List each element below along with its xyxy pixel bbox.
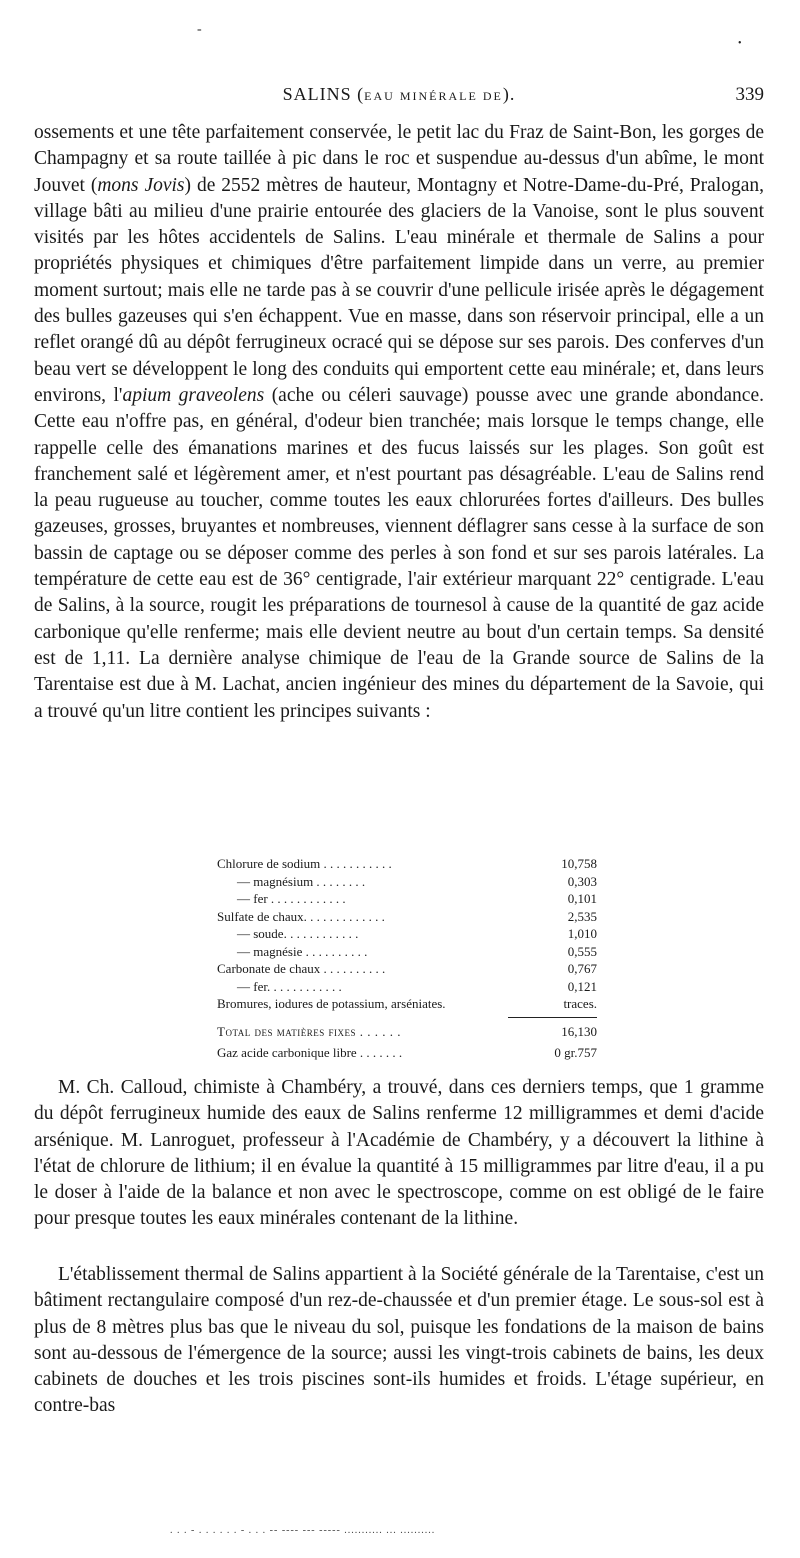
row-label: Sulfate de chaux. . . . . . . . . . . . . xyxy=(217,908,385,924)
sum-rule xyxy=(508,1017,597,1018)
row-label: Carbonate de chaux . . . . . . . . . . xyxy=(217,961,386,976)
gas-value: 0 gr.757 xyxy=(554,1045,597,1060)
italic-apium-graveolens: apium graveolens xyxy=(122,384,265,406)
paragraph-3: L'établissement thermal de Salins appartient à la Société générale de la Tarentaise, c'est un bâtiment rectangulaire composé d'un rez-de-chaussée et d'un premier étage. Le sous-sol est à plus de 8 mètres plus bas que le niveau du sol, puisque les fondations de la maison de bains sont au-dessous de l'émergence de la source; aussi les vingt-trois cabinets de bains, les deux cabinets de douches et les trois piscines sont-ils humides et froids. L'étage supérieur, en contre-bas xyxy=(34,1264,764,1417)
table-gas-row xyxy=(217,1044,597,1062)
paragraph-1: ossements et une tête parfaitement conservée, le petit lac du Fraz de Saint-Bon, les gorges de Champagny et sa route taillée à pic dans le roc et suspendue au-dessus d'un abîme, le mont Jouvet (mons Jovis) de 2552 mètres de hauteur, Montagny et Notre-Dame-du-Pré, Pralogan, village bâti au milieu d'une prairie entourée des glaciers de la Vanoise, sont le plus souvent visités par les hôtes accidentels de Salins. L'eau minérale et thermale de Salins a pour propriétés physiques et chimiques d'être parfaitement limpide dans un verre, au premier moment surtout; mais elle ne tarde pas à se couvrir d'une pellicule irisée après le dégagement des bulles gazeuses qui s'en échappent. Vue en masse, dans son réservoir principal, elle a un reflet orangé dû au dépôt ferrugineux ocracé qui se dépose sur ses parois. Des conferves d'un beau vert se développent le long des conduits qui emportent cette eau minérale; et, dans leurs environs, l'apium graveolens (ache ou céleri sauvage) pousse avec une grande abondance. Cette eau n'offre pas, en général, d'odeur bien tranchée; mais lorsque le temps change, elle rappelle celle des émanations marines et des fucus laissés sur les plages. Son goût est franchement salé et légèrement amer, et n'est pourtant pas désagréable. L'eau de Salins rend la peau rugueuse au toucher, comme toutes les eaux chlorurées fortes d'ailleurs. Des bulles gazeuses, grosses, bruyantes et nombreuses, viennent déflagrer sans cesse à la surface de son bassin de captage ou se déposer comme des perles à son fond et sur ses parois latérales. La température de cette eau est de 36° centigrade, l'air extérieur marquant 22° centigrade. L'eau de Salins, à la source, rougit les préparations de tournesol à cause de la quantité de gaz acide carbonique qu'elle renferme; mais elle devient neutre au bout d'un certain temps. Sa densité est de 1,11. La dernière analyse chimique de l'eau de la Grande source de Salins de la Tarentaise est due à M. Lachat, ancien ingénieur des mines du département de la Savoie, qui a trouvé qu'un litre contient les principes suivants : xyxy=(34,122,764,722)
corner-mark: • xyxy=(738,38,742,49)
top-mark: - xyxy=(197,22,202,37)
row-label: Chlorure de sodium . . . . . . . . . . . xyxy=(217,856,392,871)
gas-label: Gaz acide carbonique libre . . . . . . . xyxy=(217,1045,403,1060)
row-label: — magnésium . . . . . . . . xyxy=(237,873,366,889)
table-row xyxy=(217,960,597,978)
row-value: 0,121 xyxy=(567,978,597,994)
page-number: 339 xyxy=(735,84,764,105)
row-value: 10,758 xyxy=(561,856,597,871)
footer-bleedthrough: . . . - . . . . . . - . . . -- ---- --- ----- ........... ... .......... xyxy=(170,1525,436,1536)
row-label: — fer. . . . . . . . . . . . xyxy=(237,978,342,994)
row-value: 0,767 xyxy=(567,961,597,976)
table-row xyxy=(217,943,597,961)
total-label: Total des matières fixes . . . . . . xyxy=(217,1023,401,1039)
row-label: — magnésie . . . . . . . . . . xyxy=(237,943,368,959)
chemical-analysis-table xyxy=(217,855,597,1062)
table-row xyxy=(217,995,597,1013)
running-header xyxy=(34,84,764,110)
row-label: — soude. . . . . . . . . . . . xyxy=(237,926,359,941)
running-title: SALINS (EAU MINÉRALE DE). xyxy=(282,84,516,104)
table-row xyxy=(217,908,597,926)
total-value: 16,130 xyxy=(561,1023,597,1039)
table-row xyxy=(217,873,597,891)
table-row xyxy=(217,855,597,873)
row-value: 0,555 xyxy=(567,943,597,959)
running-title-subtitle: EAU MINÉRALE DE xyxy=(364,89,503,103)
row-label: — fer . . . . . . . . . . . . xyxy=(237,891,346,906)
row-value: 0,303 xyxy=(567,873,597,889)
row-value: 1,010 xyxy=(567,926,597,941)
row-value: 0,101 xyxy=(567,891,597,906)
italic-mons-jovis: mons Jovis xyxy=(97,174,185,196)
table-row xyxy=(217,890,597,908)
row-label: Bromures, iodures de potassium, arséniates. xyxy=(217,996,446,1011)
table-total-row xyxy=(217,1023,597,1041)
row-value: traces. xyxy=(563,996,597,1011)
table-row xyxy=(217,978,597,996)
paragraph-2: M. Ch. Calloud, chimiste à Chambéry, a trouvé, dans ces derniers temps, que 1 gramme du dépôt ferrugineux humide des eaux de Salins renferme 12 milligrammes et demi d'acide arsénique. M. Lanroguet, professeur à l'Académie de Chambéry, y a découvert la lithine à l'état de chlorure de lithium; il en évalue la quantité à 15 milligrammes par litre d'eau, il a pu le doser à l'aide de la balance et non avec le spectroscope, comme on est obligé de le faire pour presque toutes les eaux minérales contenant de la lithine. xyxy=(34,1077,764,1230)
row-value: 2,535 xyxy=(567,908,597,924)
table-row xyxy=(217,925,597,943)
